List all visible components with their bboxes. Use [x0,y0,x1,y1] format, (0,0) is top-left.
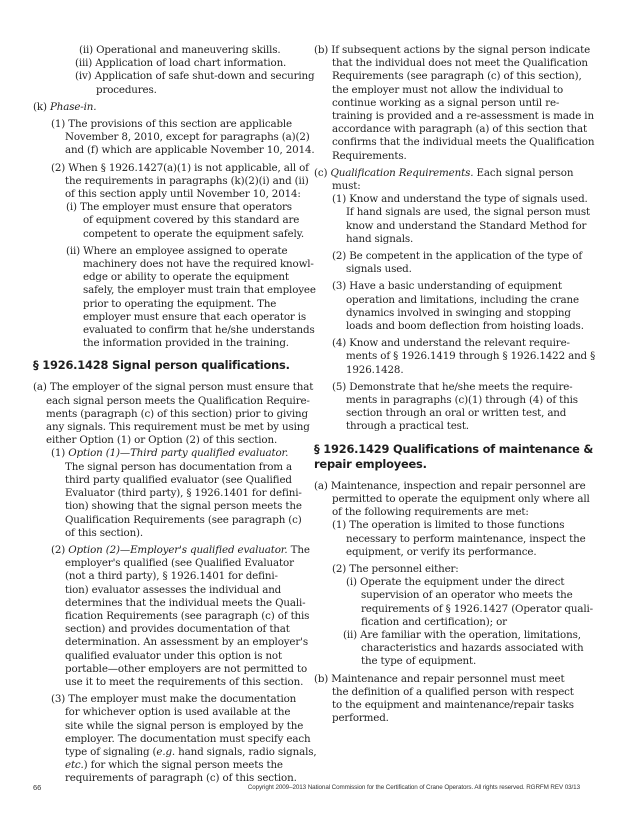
text-line [314,123,594,136]
text-line [314,616,594,629]
line-text: the definition of a qualified person with respect [332,685,574,698]
line-text: equipment, or verify its performance. [346,545,537,558]
text-line [33,421,310,434]
line-text: fication and certification); or [361,615,507,628]
line-text: (iv) Application of safe shut-down and securing [75,70,315,83]
text-line [33,487,302,500]
line-text: Qualification Requirements (see paragraph (c) [65,513,302,526]
text-line [33,745,317,759]
text-line [33,131,310,144]
text-line [314,686,594,699]
text-line [33,474,299,487]
text-line [33,161,309,175]
text-line [314,493,594,506]
text-line [314,84,594,97]
line-text: know and understand the Standard Method for [346,219,587,232]
line-text-after: ) for which the signal person meets the [83,759,283,772]
line-text: permitted to operate the equipment only where all [332,492,590,505]
line-text: the type of equipment. [361,655,477,668]
line-text: (i) The employer must ensure that operators [66,201,292,214]
text-line [314,563,594,576]
line-text: continue working as a signal person until re- [332,96,560,109]
line-text: supervision of an operator who meets the [361,589,573,602]
line-text: either Option (1) or Option (2) of this section. [46,434,278,447]
text-line [314,655,594,668]
text-line [33,759,299,772]
text-line [33,101,299,114]
line-text: portable—other employers are not permitted to [65,662,308,675]
text-line [33,298,299,311]
text-line [33,662,308,676]
italic-text: Option (2)—Employer's qualified evaluator. [68,543,288,556]
text-line [33,706,299,719]
text-line [33,650,299,663]
text-line [33,636,308,649]
text-line [314,294,594,307]
line-text: (3) Have a basic understanding of equipment [332,280,563,293]
italic-text: etc. [65,759,84,772]
line-text: employer's qualified (see Qualified Evaluator [65,557,294,570]
line-text: If hand signals are used, the signal person must [346,206,591,219]
text-line [33,570,299,583]
line-text: § 1926.1428 Signal person qualifications. [33,358,290,373]
line-text: of equipment covered by this standard are [83,214,300,227]
line-text: tion) evaluator assesses the individual and [65,583,282,596]
line-text: performed. [332,712,389,725]
line-text: the information provided in the training. [83,337,289,350]
line-text: necessary to perform maintenance, inspect the [346,532,586,545]
text-line [314,546,594,559]
text-line [33,447,299,460]
text-line [33,70,315,83]
text-line [314,250,594,263]
line-text: of this section apply until November 10, 2014: [65,188,301,201]
text-line [314,337,594,350]
text-line [314,381,594,394]
line-text: evaluated to confirm that he/she understands [83,324,315,337]
line-text: ments in paragraphs (c)(1) through (4) of this [346,394,578,407]
line-text: tion) showing that the signal person meets the [65,500,302,513]
line-text: through a practical test. [346,420,469,433]
text-line [33,201,299,214]
text-line [314,136,594,149]
line-text: and (f) which are applicable November 10, 2014. [65,144,315,157]
text-line [314,57,594,70]
text-line [33,461,299,474]
text-line [33,310,307,324]
line-text: requirements of paragraph (c) of this section. [65,772,297,785]
copyright-notice: Copyright 2009–2013 National Commission for the Certification of Crane Operators. All rights reserved. RGRFM REV 03/13 [247,784,580,791]
text-line [33,732,311,746]
text-line [33,324,315,337]
text-line [33,188,299,201]
line-text: must: [332,180,361,193]
line-text: The signal person has documentation from a [65,460,292,473]
text-line [314,220,594,233]
text-line [314,407,594,420]
text-line [314,150,594,163]
text-line [33,258,314,271]
line-text: signals used. [346,263,412,276]
text-line [314,589,594,602]
page-number: 66 [33,783,42,792]
spacer [33,350,299,358]
text-line [33,693,299,706]
text-line [314,350,594,363]
line-text: safely, the employer must train that employee [83,284,316,297]
line-text: employer. The documentation must specify each [65,732,311,745]
text-line [314,480,594,493]
italic-text: Option (1)—Third party qualified evaluator. [68,447,289,460]
text-line [314,673,594,686]
text-line [314,180,594,193]
line-text: (ii) Operational and maneuvering skills. [79,44,281,56]
text-line [314,280,594,293]
text-line [33,584,299,597]
text-line [314,44,594,57]
line-text: (2) When § 1926.1427(a)(1) is not applicable, all of [51,161,309,174]
text-line [33,57,299,70]
line-text: determines that the individual meets the Quali- [65,596,306,609]
line-text: each signal person meets the Qualification Require- [46,394,310,407]
line-text: (k) [33,100,50,113]
text-line [33,557,299,570]
line-text-after: hand signals, radio signals, [175,745,317,758]
text-line [33,84,299,97]
line-text: operation and limitations, including the crane [346,293,579,306]
line-text: machinery does not have the required knowl- [83,258,314,271]
text-line [314,70,594,83]
line-text: Requirements. [332,149,407,162]
line-text: employer must ensure that each operator is [83,310,307,323]
line-text: (not a third party), § 1926.1401 for defini- [65,570,278,583]
line-text: loads and boom deflection from hoisting loads. [346,320,584,333]
spacer [314,434,594,442]
line-text: accordance with paragraph (a) of this section that [332,123,587,136]
text-line [33,543,310,557]
text-line [33,118,299,131]
left-column [33,44,317,786]
text-line [314,263,594,276]
line-text: (b) If subsequent actions by the signal person indicate [314,44,591,56]
text-line [314,307,594,320]
line-text-after: Each signal person [473,166,574,179]
line-text: qualified evaluator under this option is not [65,649,282,662]
line-text: ments (paragraph (c) of this section) prior to giving [46,407,308,420]
line-text: that the individual does not meet the Qualification [332,57,588,70]
line-text: competent to operate the equipment safely. [83,227,305,240]
right-column [314,44,594,725]
line-text: (1) The operation is limited to those functions [332,519,565,532]
text-line [314,394,594,407]
line-text: (a) Maintenance, inspection and repair personnel are [314,479,586,492]
text-line [33,719,304,733]
text-line [33,407,308,421]
text-line [33,623,299,636]
line-text: dynamics involved in swinging and stopping [346,306,571,319]
line-text: prior to operating the equipment. The [83,297,277,310]
text-line [33,284,316,297]
line-text: for whichever option is used available at the [65,706,291,719]
line-text: ments of § 1926.1419 through § 1926.1422 and § [346,350,596,363]
text-line [33,596,306,610]
line-text: fication Requirements (see paragraph (c) of this [65,609,310,622]
text-line [33,214,299,227]
line-text: of the following requirements are met: [332,506,529,519]
line-text: (c) [314,166,331,179]
italic-text: Qualification Requirements. [330,166,474,179]
text-line [33,227,305,241]
line-text: November 8, 2010, except for paragraphs (a)(2) [65,131,310,144]
line-text: repair employees. [314,456,427,471]
text-line [33,245,299,258]
text-line [314,206,594,219]
italic-text: e.g. [156,745,176,758]
line-text: requirements of § 1926.1427 (Operator quali- [361,602,593,615]
section-heading [314,457,594,472]
line-text: hand signals. [346,232,414,245]
text-line [33,394,310,408]
line-text: type of signaling ( [65,745,157,758]
line-text: to the equipment and maintenance/repair tasks [332,698,574,711]
text-line [33,381,314,394]
line-text: (ii) Where an employee assigned to operate [66,244,288,257]
line-text: (i) Operate the equipment under the direct [346,576,565,589]
text-line [314,320,594,333]
text-line [314,97,594,110]
line-text: (4) Know and understand the relevant require- [332,337,570,350]
text-line [33,144,315,157]
text-line [314,110,594,123]
line-text: (3) The employer must make the documentation [51,693,297,706]
line-text: confirms that the individual meets the Qualification [332,136,595,149]
text-line [314,712,594,725]
line-text: procedures. [96,83,157,96]
line-text: (5) Demonstrate that he/she meets the require- [332,380,573,393]
text-line [314,533,594,546]
text-line [33,337,299,350]
text-line [314,193,594,206]
line-text: third party qualified evaluator (see Qualified [65,473,292,486]
text-line [314,233,594,246]
line-text: (ii) Are familiar with the operation, limitations, [343,628,581,641]
text-line [314,519,594,532]
line-text: (2) Be competent in the application of the type of [332,250,583,263]
section-heading [314,442,594,457]
text-line [314,576,594,589]
line-text: training is provided and a re-assessment is made in [332,110,594,123]
section-heading [33,358,299,373]
line-text: (1) The provisions of this section are applicable [51,118,292,131]
text-line [314,506,594,519]
text-line [314,699,594,712]
text-line [33,434,299,447]
text-line [314,364,594,377]
text-line [314,629,594,642]
text-line [33,609,310,623]
text-line [33,174,309,188]
text-line [314,603,594,616]
italic-text: Phase-in. [49,100,97,113]
line-text: 1926.1428. [346,363,404,376]
line-text: the employer must not allow the individual to [332,83,564,96]
line-text: (b) Maintenance and repair personnel must meet [314,672,565,685]
line-text: (a) The employer of the signal person must ensure that [33,381,314,394]
line-text: any signals. This requirement must be met by using [46,421,310,434]
text-line [33,500,302,513]
text-line [33,675,304,689]
line-text: Requirements (see paragraph (c) of this section), [332,70,582,83]
text-line [314,167,594,180]
line-text-after: The [287,543,310,556]
line-text: (1) Know and understand the type of signals used. [332,193,588,206]
line-text: determination. An assessment by an employer's [65,636,308,649]
text-line [314,420,594,433]
line-text: site while the signal person is employed by the [65,719,304,732]
line-text: (2) [51,543,69,556]
line-text: § 1926.1429 Qualifications of maintenance & [314,441,594,456]
line-text: characteristics and hazards associated with [361,642,584,655]
line-text: Evaluator (third party), § 1926.1401 for defini- [65,487,302,500]
line-text: (2) The personnel either: [332,562,459,575]
line-text: section through an oral or written test, and [346,407,567,420]
text-line [33,271,299,284]
text-line [33,44,299,57]
line-text: edge or ability to operate the equipment [83,271,289,284]
spacer [33,373,299,381]
line-text: of this section). [65,526,144,539]
spacer [314,472,594,480]
text-line [33,513,302,527]
line-text: (1) [51,447,69,460]
text-line [33,527,299,540]
line-text: use it to meet the requirements of this section. [65,675,304,688]
text-line [314,642,594,655]
line-text: section) and provides documentation of that [65,623,290,636]
line-text: the requirements in paragraphs (k)(2)(i) and (ii) [65,174,309,187]
line-text: (iii) Application of load chart information. [75,57,287,70]
